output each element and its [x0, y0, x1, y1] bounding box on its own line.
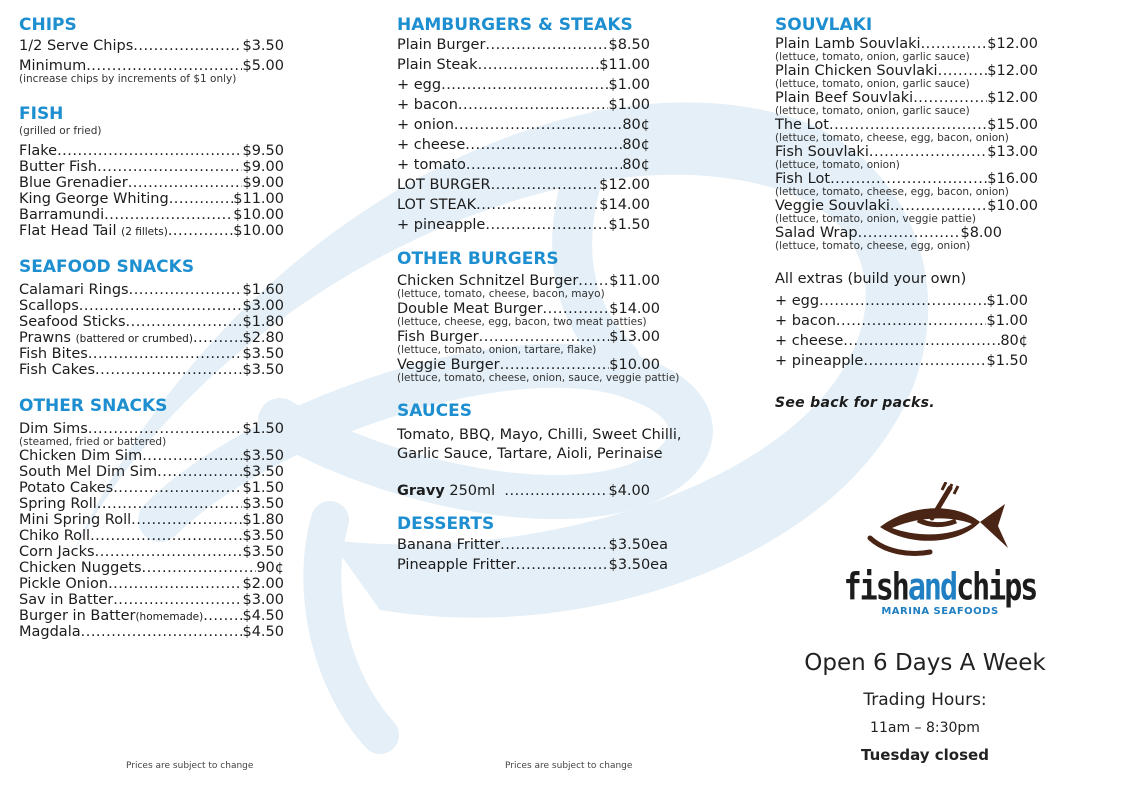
- item-note: (lettuce, tomato, cheese, onion, sauce, veggie pattie): [397, 372, 680, 384]
- menu-item: Chicken Dim Sim ..... $3.50: [19, 448, 284, 464]
- fish-fork-icon: [840, 482, 1040, 562]
- menu-item: Seafood Sticks ..... $1.80: [19, 314, 284, 330]
- menu-item: Chicken Nuggets ..... 90¢: [19, 560, 284, 576]
- menu-item: Chicken Schnitzel Burger ..... $11.00: [397, 273, 660, 289]
- menu-item: LOT BURGER ..... $12.00: [397, 177, 650, 193]
- footer-note: Prices are subject to change: [126, 761, 254, 771]
- item-note: (increase chips by increments of $1 only): [19, 73, 237, 85]
- menu-item: + bacon ..... $1.00: [775, 313, 1028, 329]
- menu-item: Flat Head Tail (2 fillets) ..... $10.00: [19, 223, 284, 239]
- menu-item: Plain Chicken Souvlaki ..... $12.00: [775, 63, 1038, 79]
- section-fish: [19, 103, 284, 239]
- menu-item: + egg ..... $1.00: [775, 293, 1028, 309]
- section-souvlaki: [775, 14, 1038, 252]
- item-note: (lettuce, tomato, onion, garlic sauce): [775, 78, 970, 90]
- menu-item: Barramundi ..... $10.00: [19, 207, 284, 223]
- menu-item: Salad Wrap ..... $8.00: [775, 225, 1002, 241]
- menu-item: + cheese ..... 80¢: [397, 137, 650, 153]
- menu-item: Plain Burger ..... $8.50: [397, 37, 650, 53]
- menu-item: Chiko Roll ..... $3.50: [19, 528, 284, 544]
- menu-item: LOT STEAK ..... $14.00: [397, 197, 650, 213]
- menu-item: Plain Lamb Souvlaki ..... $12.00: [775, 36, 1038, 52]
- menu-item: Mini Spring Roll ..... $1.80: [19, 512, 284, 528]
- menu-item: Corn Jacks ..... $3.50: [19, 544, 284, 560]
- menu-item: Dim Sims ..... $1.50: [19, 421, 284, 437]
- menu-item: Minimum ..... $5.00: [19, 58, 284, 74]
- section-title: HAMBURGERS & STEAKS: [397, 15, 633, 35]
- menu-item: + onion ..... 80¢: [397, 117, 650, 133]
- menu-item: South Mel Dim Sim ..... $3.50: [19, 464, 284, 480]
- menu-item: Sav in Batter ..... $3.00: [19, 592, 284, 608]
- menu-column-right: [775, 14, 1050, 411]
- item-note: (lettuce, tomato, cheese, egg, bacon, onion): [775, 186, 1009, 198]
- closed-day: Tuesday closed: [861, 746, 989, 764]
- section-title: SEAFOOD SNACKS: [19, 257, 195, 277]
- menu-item: Fish Burger ..... $13.00: [397, 329, 660, 345]
- sauces-list: Tomato, BBQ, Mayo, Chilli, Sweet Chilli,: [397, 427, 682, 443]
- menu-item: Calamari Rings ..... $1.60: [19, 282, 284, 298]
- section-subtitle: (grilled or fried): [19, 125, 102, 137]
- open-days: Open 6 Days A Week: [804, 650, 1046, 676]
- item-note: (lettuce, tomato, cheese, egg, bacon, onion): [775, 132, 1009, 144]
- menu-item: Blue Grenadier ..... $9.00: [19, 175, 284, 191]
- menu-column-middle: [397, 14, 722, 573]
- menu-item: Banana Fritter ..... $3.50ea: [397, 537, 668, 553]
- section-title: CHIPS: [19, 15, 77, 35]
- item-note: (lettuce, tomato, onion, veggie pattie): [775, 213, 976, 225]
- item-note: (lettuce, tomato, cheese, bacon, mayo): [397, 288, 605, 300]
- section-title: OTHER BURGERS: [397, 249, 559, 269]
- menu-item: + pineapple ..... $1.50: [775, 353, 1028, 369]
- menu-item: Veggie Souvlaki ..... $10.00: [775, 198, 1038, 214]
- menu-item: Butter Fish ..... $9.00: [19, 159, 284, 175]
- item-note: (lettuce, tomato, onion, garlic sauce): [775, 105, 970, 117]
- menu-item: + tomato ..... 80¢: [397, 157, 650, 173]
- menu-item: + egg ..... $1.00: [397, 77, 650, 93]
- section-chips: [19, 14, 284, 85]
- menu-item: Prawns (battered or crumbed) ..... $2.80: [19, 330, 284, 346]
- menu-item: Plain Steak ..... $11.00: [397, 57, 650, 73]
- see-back-note: See back for packs.: [775, 395, 935, 411]
- section-extras: [775, 270, 1028, 369]
- section-seafood-snacks: [19, 256, 284, 378]
- menu-item: Potato Cakes ..... $1.50: [19, 480, 284, 496]
- menu-item-gravy: Gravy 250ml ..... $4.00: [397, 483, 650, 499]
- sauces-list: Garlic Sauce, Tartare, Aioli, Perinaise: [397, 446, 663, 462]
- menu-item: + bacon ..... $1.00: [397, 97, 650, 113]
- menu-column-left: [19, 14, 284, 640]
- menu-item: Fish Cakes ..... $3.50: [19, 362, 284, 378]
- section-title: FISH: [19, 104, 64, 124]
- menu-item: Pineapple Fritter ..... $3.50ea: [397, 557, 668, 573]
- fish-and-chips-logo: [840, 482, 1040, 632]
- menu-item: + cheese ..... 80¢: [775, 333, 1028, 349]
- section-title: OTHER SNACKS: [19, 396, 168, 416]
- trading-hours: 11am – 8:30pm: [870, 720, 980, 736]
- footer-note: Prices are subject to change: [505, 761, 633, 771]
- menu-item: Flake ..... $9.50: [19, 143, 284, 159]
- menu-item: Fish Lot ..... $16.00: [775, 171, 1038, 187]
- menu-item: Scallops ..... $3.00: [19, 298, 284, 314]
- section-title: All extras (build your own): [775, 271, 967, 287]
- section-title: SOUVLAKI: [775, 15, 873, 35]
- item-note: (lettuce, tomato, onion, garlic sauce): [775, 51, 970, 63]
- menu-item: + pineapple ..... $1.50: [397, 217, 650, 233]
- item-note: (lettuce, tomato, onion): [775, 159, 900, 171]
- section-desserts: [397, 513, 668, 573]
- menu-item: Double Meat Burger ..... $14.00: [397, 301, 660, 317]
- section-other-snacks: [19, 395, 284, 640]
- menu-item: Veggie Burger ..... $10.00: [397, 357, 660, 373]
- item-note: (lettuce, tomato, cheese, egg, onion): [775, 240, 971, 252]
- menu-item: King George Whiting ..... $11.00: [19, 191, 284, 207]
- item-note: (lettuce, tomato, onion, tartare, flake): [397, 344, 597, 356]
- menu-item: Fish Souvlaki ..... $13.00: [775, 144, 1038, 160]
- menu-item: Pickle Onion ..... $2.00: [19, 576, 284, 592]
- menu-item: Spring Roll ..... $3.50: [19, 496, 284, 512]
- logo-tagline: MARINA SEAFOODS: [881, 606, 999, 617]
- trading-hours-label: Trading Hours:: [863, 690, 987, 710]
- item-note: (lettuce, cheese, egg, bacon, two meat patties): [397, 316, 647, 328]
- menu-item: Burger in Batter (homemade) ..... $4.50: [19, 608, 284, 624]
- section-sauces: [397, 400, 722, 499]
- section-title: DESSERTS: [397, 514, 495, 534]
- logo-wordmark: fishandchips: [843, 565, 1037, 610]
- menu-item: Plain Beef Souvlaki ..... $12.00: [775, 90, 1038, 106]
- section-title: SAUCES: [397, 401, 473, 421]
- item-note: (steamed, fried or battered): [19, 436, 167, 448]
- menu-item: The Lot ..... $15.00: [775, 117, 1038, 133]
- menu-item: 1/2 Serve Chips ..... $3.50: [19, 38, 284, 54]
- section-other-burgers: [397, 248, 680, 384]
- menu-item: Magdala ..... $4.50: [19, 624, 284, 640]
- menu-item: Fish Bites ..... $3.50: [19, 346, 284, 362]
- section-hamburgers: [397, 14, 650, 233]
